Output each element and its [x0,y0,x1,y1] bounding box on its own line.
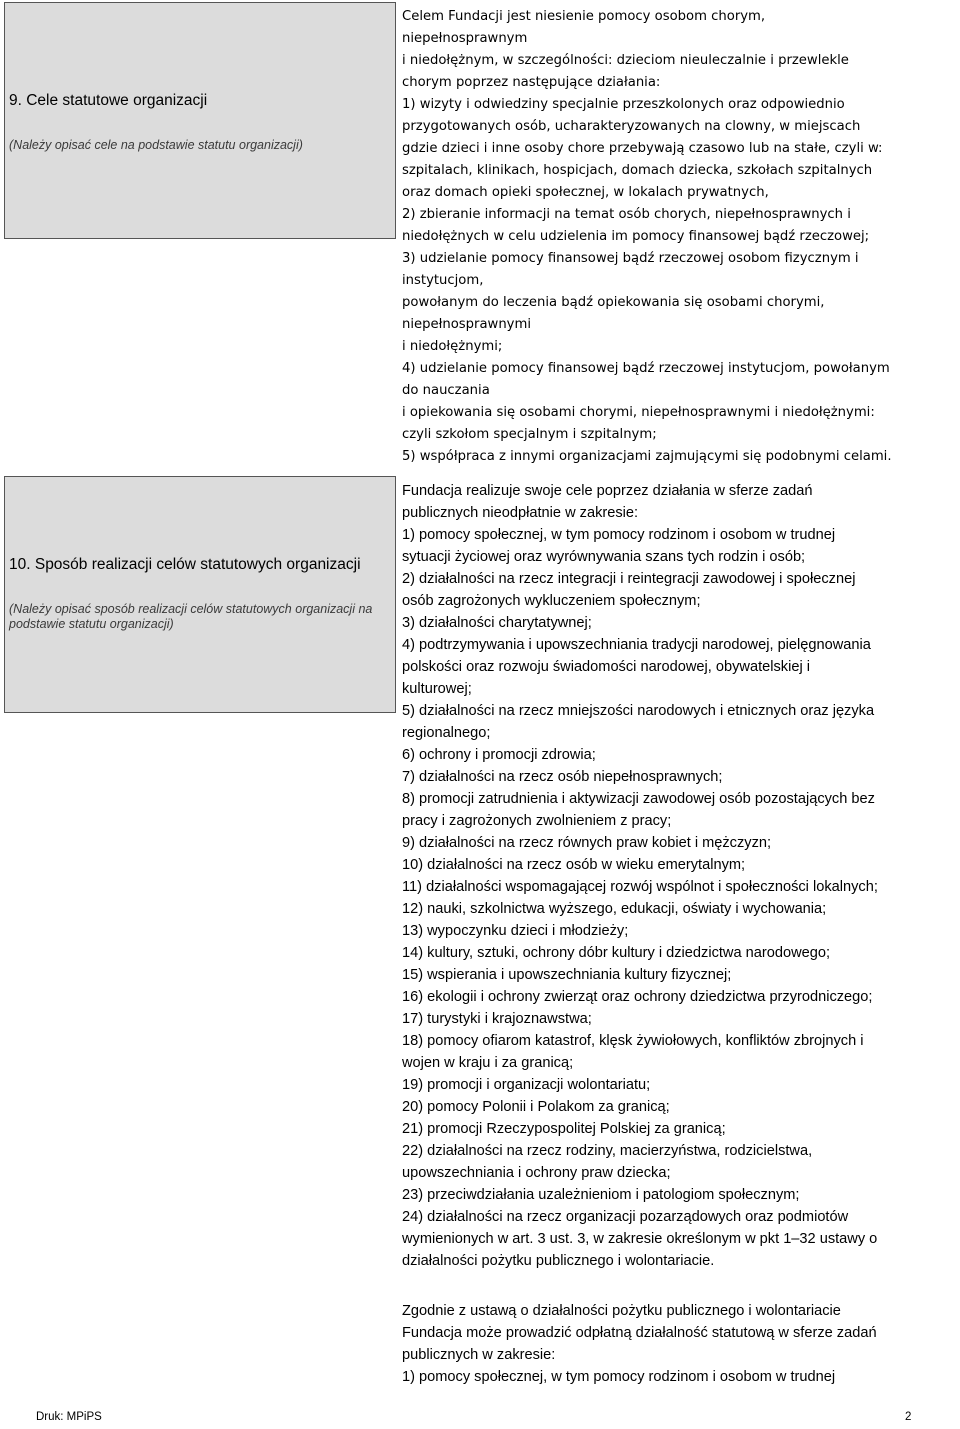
text-line: Zgodnie z ustawą o działalności pożytku publicznego i wolontariacie [402,1303,841,1319]
text-line: 6) ochrony i promocji zdrowia; [402,747,596,763]
text-line: wymienionych w art. 3 ust. 3, w zakresie określonym w pkt 1–32 ustawy o [402,1231,878,1247]
text-line: 5) współpraca z innymi organizacjami zajmującymi się podobnymi celami. [402,449,892,464]
text-line: 14) kultury, sztuki, ochrony dóbr kultury i dziedzictwa narodowego; [402,945,831,961]
text-line: 5) działalności na rzecz mniejszości narodowych i etnicznych oraz języka [402,703,875,719]
text-line: 19) promocji i organizacji wolontariatu; [402,1077,651,1093]
section-10-hint: (Należy opisać sposób realizacji celów statutowych organizacji na podstawie statutu organizacji) [9,602,373,631]
text-line: szpitalach, klinikach, hospicjach, domach dziecka, szkołach szpitalnych [402,163,873,178]
text-line: 12) nauki, szkolnictwa wyższego, edukacji, oświaty i wychowania; [402,901,827,917]
footer-printer: Druk: MPiPS [36,1411,102,1423]
text-line: 21) promocji Rzeczypospolitej Polskiej za granicą; [402,1121,726,1137]
text-line: 10) działalności na rzecz osób w wieku emerytalnym; [402,857,746,873]
section-9-label-cell [4,2,396,239]
section-9-hint: (Należy opisać cele na podstawie statutu organizacji) [9,138,303,152]
text-line: gdzie dzieci i inne osoby chore przebywają czasowo lub na stałe, czyli w: [402,141,883,156]
text-line: 9) działalności na rzecz równych praw kobiet i mężczyzn; [402,835,772,851]
text-line: 2) działalności na rzecz integracji i reintegracji zawodowej i społecznej [402,571,856,587]
text-line: powołanym do leczenia bądź opiekowania się osobami chorymi, [402,295,825,310]
text-line: przygotowanych osób, ucharakteryzowanych na clowny, w miejscach [402,119,861,134]
text-line: 24) działalności na rzecz organizacji pozarządowych oraz podmiotów [402,1209,849,1225]
goals-realization-text [402,480,956,1272]
text-line: 7) działalności na rzecz osób niepełnosprawnych; [402,769,723,785]
text-line: kulturowej; [402,681,472,697]
text-line: 18) pomocy ofiarom katastrof, klęsk żywiołowych, konfliktów zbrojnych i [402,1033,864,1049]
text-line: oraz domach opieki społecznej, w lokalach prywatnych, [402,185,769,200]
text-line: 13) wypoczynku dzieci i młodzieży; [402,923,629,939]
text-line: publicznych w zakresie: [402,1347,556,1363]
text-line: 4) podtrzymywania i upowszechniania tradycji narodowej, pielęgnowania [402,637,871,653]
text-line: instytucjom, [402,273,484,288]
text-line: Celem Fundacji jest niesienie pomocy osobom chorym, [402,9,766,24]
text-line: publicznych nieodpłatnie w zakresie: [402,505,639,521]
section-9-title: 9. Cele statutowe organizacji [9,92,208,109]
text-line: wojen w kraju i za granicą; [402,1055,574,1071]
text-line: niepełnosprawnymi [402,317,531,332]
text-line: sytuacji życiowej oraz wyrównywania szans tych rodzin i osób; [402,549,806,565]
text-line: chorym poprzez następujące działania: [402,75,661,90]
text-line: osób zagrożonych wykluczeniem społecznym; [402,593,701,609]
text-line: 11) działalności wspomagającej rozwój wspólnot i społeczności lokalnych; [402,879,878,895]
section-10-label-cell [4,476,396,713]
text-line: 15) wspierania i upowszechniania kultury fizycznej; [402,967,732,983]
text-line: 3) udzielanie pomocy finansowej bądź rzeczowej osobom fizycznym i [402,251,859,266]
text-line: 2) zbieranie informacji na temat osób chorych, niepełnosprawnych i [402,207,851,222]
section-10-title: 10. Sposób realizacji celów statutowych organizacji [9,556,361,573]
text-line: 22) działalności na rzecz rodziny, macierzyństwa, rodzicielstwa, [402,1143,813,1159]
text-line: polskości oraz rozwoju świadomości narodowej, obywatelskiej i [402,659,810,675]
text-line: upowszechniania i ochrony praw dziecka; [402,1165,671,1181]
text-line: i niedołężnymi; [402,339,503,354]
text-line: regionalnego; [402,725,491,741]
text-line: do nauczania [402,383,490,398]
text-line: i opiekowania się osobami chorymi, niepełnosprawnymi i niedołężnymi: [402,405,875,420]
text-line: czyli szkołom specjalnym i szpitalnym; [402,427,657,442]
text-line: 1) pomocy społecznej, w tym pomocy rodzinom i osobom w trudnej [402,1369,836,1385]
text-line: 3) działalności charytatywnej; [402,615,592,631]
text-line: i niedołężnym, w szczególności: dzieciom nieuleczalnie i przewlekle [402,53,849,68]
paid-activity-text [402,1300,956,1388]
statutory-goals-text [402,6,956,468]
text-line: 1) wizyty i odwiedziny specjalnie przeszkolonych oraz odpowiednio [402,97,845,112]
text-line: 23) przeciwdziałania uzależnieniom i patologiom społecznym; [402,1187,800,1203]
text-line: 16) ekologii i ochrony zwierząt oraz ochrony dziedzictwa przyrodniczego; [402,989,873,1005]
text-line: niepełnosprawnym [402,31,528,46]
text-line: Fundacja może prowadzić odpłatną działalność statutową w sferze zadań [402,1325,877,1341]
text-line: 8) promocji zatrudnienia i aktywizacji zawodowej osób pozostających bez [402,791,875,807]
page-number: 2 [905,1411,912,1423]
text-line: pracy i zagrożonych zwolnieniem z pracy; [402,813,672,829]
text-line: 20) pomocy Polonii i Polakom za granicą; [402,1099,670,1115]
text-line: niedołężnych w celu udzielenia im pomocy finansowej bądź rzeczowej; [402,229,870,244]
text-line: 17) turystyki i krajoznawstwa; [402,1011,592,1027]
text-line: 1) pomocy społecznej, w tym pomocy rodzinom i osobom w trudnej [402,527,836,543]
text-line: 4) udzielanie pomocy finansowej bądź rzeczowej instytucjom, powołanym [402,361,890,376]
text-line: działalności pożytku publicznego i wolontariacie. [402,1253,715,1269]
text-line: Fundacja realizuje swoje cele poprzez działania w sferze zadań [402,483,813,499]
